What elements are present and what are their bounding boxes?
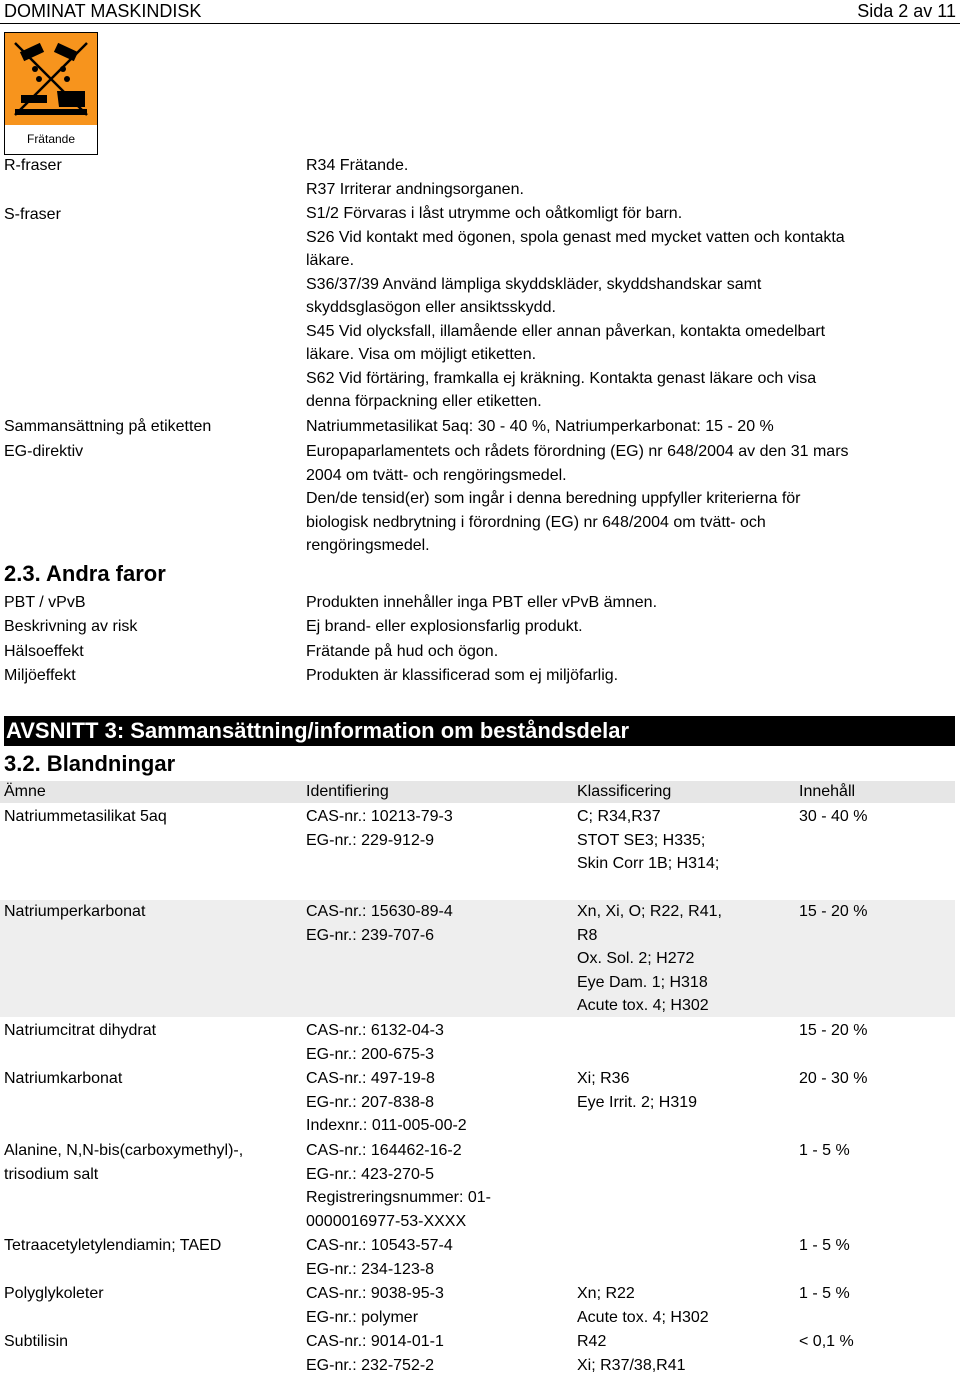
s-phrases-list [306,202,926,414]
environment-effect-value: Produkten är klassificerad som ej miljöfarlig. [306,667,619,684]
classification: Xn, Xi, O; R22, R41, [577,903,722,920]
table-cell-substance [4,1234,294,1258]
s-phrase: läkare. [306,252,355,269]
table-cell-content: 30 - 40 % [799,808,868,825]
identifier: EG-nr.: 207-838-8 [306,1093,435,1111]
identifier: EG-nr.: 234-123-8 [306,1260,435,1278]
table-cell-classification [577,1330,787,1377]
identifier: CAS-nr.: 10543-57-4 [306,1237,453,1254]
table-cell-classification [577,1067,787,1114]
identifier: CAS-nr.: 497-19-8 [306,1070,435,1087]
table-cell-identification [306,1330,566,1377]
r-phrases-label: R-fraser [4,157,62,174]
identifier: EG-nr.: 200-675-3 [306,1045,435,1063]
table-cell-classification [577,805,787,876]
risk-description-label: Beskrivning av risk [4,618,138,635]
document-title: DOMINAT MASKINDISK [4,1,202,21]
identifier: CAS-nr.: 9038-95-3 [306,1285,444,1302]
column-header-classification: Klassificering [577,783,672,800]
environment-effect-label: Miljöeffekt [4,667,76,684]
table-cell-identification [306,1139,566,1233]
table-cell-substance [4,1282,294,1306]
table-cell-content: 1 - 5 % [799,1237,850,1254]
corrosive-hazard-symbol [4,32,98,155]
page-number: Sida 2 av 11 [857,1,956,21]
s-phrase: S26 Vid kontakt med ögonen, spola genast med mycket vatten och kontakta [306,228,845,246]
table-cell-identification [306,1282,566,1329]
substance-name: Tetraacetyletylendiamin; TAED [4,1237,222,1254]
eg-directive-text [306,440,921,558]
table-cell-classification [577,1282,787,1329]
identifier: EG-nr.: 239-707-6 [306,926,435,944]
column-header-substance: Ämne [4,783,46,800]
risk-description-value: Ej brand- eller explosionsfarlig produkt. [306,618,583,635]
substance-name: Alanine, N,N-bis(carboxymethyl)-, [4,1142,244,1159]
table-cell-identification [306,1067,566,1138]
corrosive-icon [5,33,97,125]
identifier: CAS-nr.: 164462-16-2 [306,1142,462,1159]
hazard-background [5,33,97,125]
eg-directive-line: 2004 om tvätt- och rengöringsmedel. [306,466,567,484]
substance-name: Subtilisin [4,1333,69,1350]
classification: Eye Irrit. 2; H319 [577,1093,698,1111]
substance-name: Natriummetasilikat 5aq [4,808,167,825]
classification: Ox. Sol. 2; H272 [577,950,695,967]
health-effect-value: Frätande på hud och ögon. [306,643,499,660]
table-cell-substance [4,1330,294,1354]
classification: R42 [577,1333,607,1350]
table-cell-substance [4,805,294,829]
table-cell-identification [306,805,566,852]
column-header-identification: Identifiering [306,783,389,800]
eg-directive-line: biologisk nedbrytning i förordning (EG) nr 648/2004 om tvätt- och [306,513,766,531]
r-phrase: R37 Irriterar andningsorganen. [306,180,524,198]
table-cell-content: 20 - 30 % [799,1070,868,1087]
s-phrase: S36/37/39 Använd lämpliga skyddskläder, skyddshandskar samt [306,275,762,293]
classification: R8 [577,926,598,944]
s-phrase: S45 Vid olycksfall, illamående eller annan påverkan, kontakta omedelbart [306,322,826,340]
substance-name: trisodium salt [4,1165,99,1183]
classification: C; R34,R37 [577,808,661,825]
table-cell-content: < 0,1 % [799,1333,854,1350]
classification: Xi; R37/38,R41 [577,1356,686,1374]
identifier: CAS-nr.: 15630-89-4 [306,903,453,920]
classification: Xn; R22 [577,1285,635,1302]
substance-name: Polyglykoleter [4,1285,104,1302]
identifier: CAS-nr.: 10213-79-3 [306,808,453,825]
other-hazards-heading: 2.3. Andra faror [4,561,166,586]
table-cell-substance [4,1139,294,1186]
pbt-value: Produkten innehåller inga PBT eller vPvB ämnen. [306,594,658,611]
table-cell-substance [4,1019,294,1043]
s-phrases-label: S-fraser [4,206,61,223]
label-composition-value: Natriummetasilikat 5aq: 30 - 40 %, Natriumperkarbonat: 15 - 20 % [306,418,774,435]
classification: Acute tox. 4; H302 [577,1308,709,1326]
identifier: Registreringsnummer: 01- [306,1189,491,1206]
identifier: 0000016977-53-XXXX [306,1212,467,1230]
identifier: Indexnr.: 011-005-00-2 [306,1117,467,1134]
identifier: CAS-nr.: 9014-01-1 [306,1333,444,1350]
substance-name: Natriumcitrat dihydrat [4,1022,157,1039]
identifier: EG-nr.: 423-270-5 [306,1165,435,1183]
table-cell-classification [577,900,787,1018]
table-cell-identification [306,1019,566,1066]
table-cell-identification [306,900,566,947]
s-phrase: S62 Vid förtäring, framkalla ej kräkning. Kontakta genast läkare och visa [306,369,817,387]
substance-name: Natriumkarbonat [4,1070,123,1087]
hazard-label: Frätande [26,132,76,146]
eg-directive-line: Den/de tensid(er) som ingår i denna beredning uppfyller kriterierna för [306,490,801,507]
table-cell-substance [4,900,294,924]
mixtures-heading: 3.2. Blandningar [4,751,176,776]
classification: STOT SE3; H335; [577,831,706,849]
classification: Xi; R36 [577,1070,630,1087]
column-header-content: Innehåll [799,783,856,800]
label-composition-label: Sammansättning på etiketten [4,418,212,435]
s-phrase: skyddsglasögon eller ansiktsskydd. [306,299,556,316]
r-phrase: R34 Frätande. [306,157,409,174]
header-divider [0,23,960,24]
identifier: EG-nr.: polymer [306,1308,419,1326]
table-cell-content: 1 - 5 % [799,1285,850,1302]
pbt-label: PBT / vPvB [4,594,86,611]
classification: Eye Dam. 1; H318 [577,973,708,991]
table-cell-substance [4,1067,294,1091]
health-effect-label: Hälsoeffekt [4,643,84,660]
identifier: EG-nr.: 229-912-9 [306,831,435,849]
identifier: CAS-nr.: 6132-04-3 [306,1022,444,1039]
classification: Acute tox. 4; H302 [577,997,709,1014]
eg-directive-line: Europaparlamentets och rådets förordning (EG) nr 648/2004 av den 31 mars [306,443,849,460]
s-phrase: S1/2 Förvaras i låst utrymme och oåtkomligt för barn. [306,205,683,222]
r-phrases-list [306,154,926,201]
table-cell-content: 15 - 20 % [799,903,868,920]
substance-name: Natriumperkarbonat [4,903,146,920]
classification: Skin Corr 1B; H314; [577,855,720,872]
identifier: EG-nr.: 232-752-2 [306,1356,435,1374]
section-3-banner: AVSNITT 3: Sammansättning/information om beståndsdelar [4,716,955,746]
s-phrase: läkare. Visa om möjligt etiketten. [306,346,537,363]
s-phrase: denna förpackning eller etiketten. [306,393,542,410]
table-cell-content: 1 - 5 % [799,1142,850,1159]
eg-directive-line: rengöringsmedel. [306,537,430,554]
table-cell-content: 15 - 20 % [799,1022,868,1039]
table-cell-identification [306,1234,566,1281]
eg-directive-label: EG-direktiv [4,443,84,460]
